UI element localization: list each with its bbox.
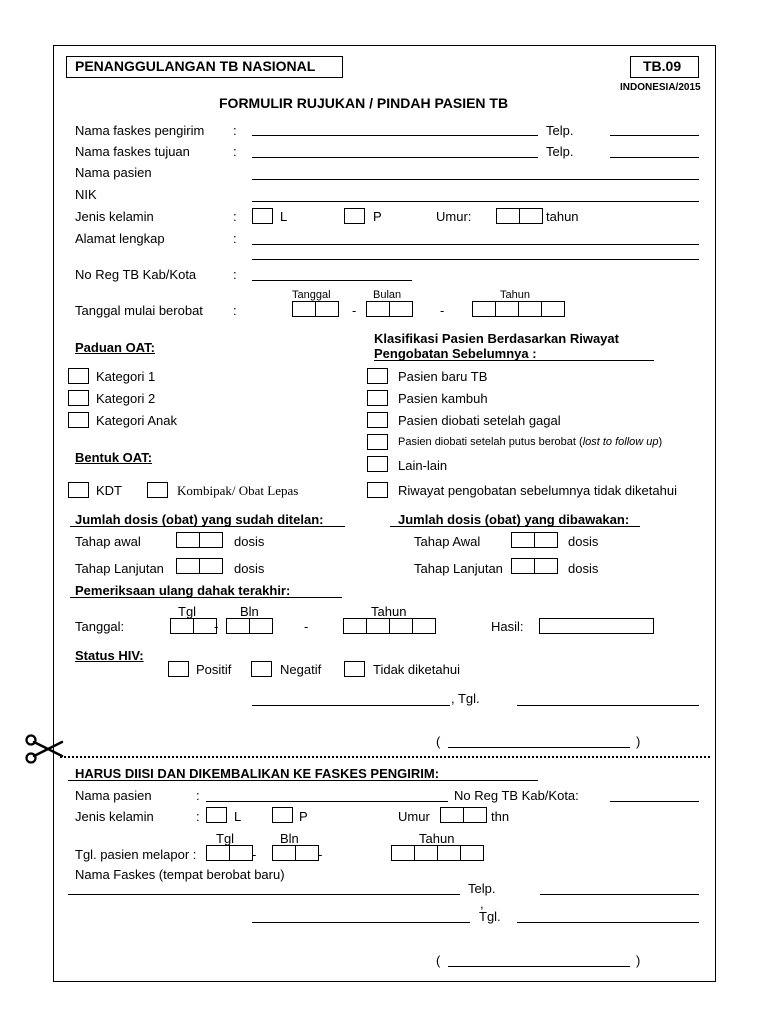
return-open-paren: (	[436, 953, 441, 968]
form-title: FORMULIR RUJUKAN / PINDAH PASIEN TB	[219, 95, 509, 111]
class-failure-checkbox[interactable]	[367, 412, 388, 428]
scissors-icon	[24, 734, 64, 764]
sputum-month-cells[interactable]	[226, 618, 272, 634]
colon: :	[233, 144, 237, 159]
kdt-label: KDT	[96, 483, 122, 498]
colon: :	[196, 788, 200, 803]
classification-heading-1: Klasifikasi Pasien Berdasarkan Riwayat	[374, 331, 619, 346]
return-regno-label: No Reg TB Kab/Kota:	[454, 788, 579, 803]
doses-brought-heading: Jumlah dosis (obat) yang dibawakan:	[398, 512, 630, 527]
date-separator: -	[352, 303, 357, 318]
sender-label: Nama faskes pengirim	[75, 123, 205, 138]
age-unit: tahun	[546, 209, 579, 224]
hiv-unknown-label: Tidak diketahui	[373, 662, 460, 677]
brought-cont-cells[interactable]	[511, 558, 557, 574]
class-relapse-checkbox[interactable]	[367, 390, 388, 406]
form-edition: INDONESIA/2015	[620, 82, 701, 93]
return-female-label: P	[299, 809, 308, 824]
return-male-label: L	[234, 809, 242, 824]
age-label: Umur:	[436, 209, 472, 224]
colon: :	[233, 209, 237, 224]
start-year-caption: Tahun	[500, 289, 530, 301]
date-separator: -	[214, 619, 219, 634]
kdt-checkbox[interactable]	[68, 482, 89, 498]
signature-date-label: , Tgl.	[451, 691, 480, 706]
class-new-checkbox[interactable]	[367, 368, 388, 384]
return-close-paren: )	[636, 953, 641, 968]
dose-unit: dosis	[568, 561, 599, 576]
gender-female-label: P	[373, 209, 382, 224]
return-heading-underline	[68, 780, 538, 781]
class-failure-label: Pasien diobati setelah gagal	[398, 413, 561, 428]
regimen-cat1-checkbox[interactable]	[68, 368, 89, 384]
return-place-input[interactable]	[252, 922, 470, 923]
class-other-label: Lain-lain	[398, 458, 448, 473]
return-age-unit: thn	[491, 809, 510, 824]
return-telp-label: Telp.	[468, 881, 496, 896]
colon: :	[233, 303, 237, 318]
dose-unit: dosis	[234, 561, 265, 576]
date-separator: -	[440, 303, 445, 318]
kombipak-checkbox[interactable]	[147, 482, 168, 498]
class-other-checkbox[interactable]	[367, 456, 388, 472]
return-patient-input[interactable]	[206, 801, 448, 802]
regimen-child-checkbox[interactable]	[68, 412, 89, 428]
doses-brought-underline	[390, 526, 640, 527]
sputum-year-cells[interactable]	[343, 618, 435, 634]
classification-underline	[374, 360, 654, 361]
class-ltfu-label: Pasien diobati setelah putus berobat (lost to follow up)	[398, 436, 663, 448]
regimen-cat2-label: Kategori 2	[96, 391, 156, 406]
signature-date-input[interactable]	[517, 705, 699, 706]
sputum-day-caption: Tgl	[178, 604, 197, 619]
signature-name-input[interactable]	[448, 747, 630, 748]
dose-unit: dosis	[234, 534, 265, 549]
swallowed-cont-cells[interactable]	[176, 558, 222, 574]
doses-swallowed-underline	[70, 526, 345, 527]
class-ltfu-checkbox[interactable]	[367, 434, 388, 450]
start-month-caption: Bulan	[373, 289, 402, 301]
return-comma: ,	[480, 896, 484, 911]
brought-early-label: Tahap Awal	[414, 534, 481, 549]
start-month-cells[interactable]	[366, 301, 412, 317]
start-day-caption: Tanggal	[292, 289, 331, 301]
return-regno-input[interactable]	[610, 801, 699, 802]
receiver-telp-label: Telp.	[546, 144, 574, 159]
oat-form-heading: Bentuk OAT:	[75, 450, 153, 465]
doses-swallowed-heading: Jumlah dosis (obat) yang sudah ditelan:	[75, 512, 324, 527]
sputum-result-input[interactable]	[539, 618, 654, 634]
return-age-label: Umur	[398, 809, 430, 824]
classification-heading-2: Pengobatan Sebelumnya :	[374, 346, 537, 361]
return-age-cells[interactable]	[440, 807, 486, 823]
colon: :	[233, 231, 237, 246]
dose-unit: dosis	[568, 534, 599, 549]
sputum-underline	[70, 597, 342, 598]
return-telp-input[interactable]	[540, 894, 699, 895]
hiv-negative-label: Negatif	[280, 662, 322, 677]
swallowed-early-label: Tahap awal	[75, 534, 141, 549]
regno-label: No Reg TB Kab/Kota	[75, 267, 197, 282]
start-day-cells[interactable]	[292, 301, 338, 317]
return-month-cells[interactable]	[272, 845, 318, 861]
return-day-cells[interactable]	[206, 845, 252, 861]
patient-name-input[interactable]	[252, 179, 699, 180]
program-title: PENANGGULANGAN TB NASIONAL	[75, 58, 316, 74]
gender-male-checkbox[interactable]	[252, 208, 273, 224]
colon: :	[196, 809, 200, 824]
receiver-telp-input[interactable]	[610, 157, 699, 158]
regimen-heading: Paduan OAT:	[75, 340, 155, 355]
hiv-unknown-checkbox[interactable]	[344, 661, 365, 677]
regimen-cat1-label: Kategori 1	[96, 369, 156, 384]
date-separator: -	[318, 847, 323, 862]
kombipak-label: Kombipak/ Obat Lepas	[177, 483, 299, 498]
hiv-positive-checkbox[interactable]	[168, 661, 189, 677]
return-heading: HARUS DIISI DAN DIKEMBALIKAN KE FASKES PENGIRIM:	[75, 766, 440, 781]
nik-label: NIK	[75, 187, 97, 202]
date-separator: -	[304, 619, 309, 634]
return-new-facility-label: Nama Faskes (tempat berobat baru)	[75, 867, 285, 882]
return-male-checkbox[interactable]	[206, 807, 227, 823]
cut-line	[60, 756, 710, 758]
sputum-result-label: Hasil:	[491, 619, 524, 634]
class-relapse-label: Pasien kambuh	[398, 391, 488, 406]
return-report-date-label: Tgl. pasien melapor :	[75, 847, 197, 862]
regimen-cat2-checkbox[interactable]	[68, 390, 89, 406]
place-input[interactable]	[252, 705, 450, 706]
signature-close-paren: )	[636, 734, 641, 749]
return-year-caption: Tahun	[419, 831, 455, 846]
gender-female-checkbox[interactable]	[344, 208, 365, 224]
class-unknown-checkbox[interactable]	[367, 482, 388, 498]
hiv-negative-checkbox[interactable]	[251, 661, 272, 677]
address-label: Alamat lengkap	[75, 231, 165, 246]
address-input-2[interactable]	[252, 259, 699, 260]
swallowed-cont-label: Tahap Lanjutan	[75, 561, 164, 576]
sputum-heading: Pemeriksaan ulang dahak terakhir:	[75, 583, 291, 598]
date-separator: -	[252, 847, 257, 862]
return-signature-input[interactable]	[448, 966, 630, 967]
regimen-child-label: Kategori Anak	[96, 413, 177, 428]
receiver-label: Nama faskes tujuan	[75, 144, 190, 159]
receiver-input[interactable]	[252, 157, 538, 158]
return-date-label: Tgl.	[479, 909, 501, 924]
hiv-heading: Status HIV:	[75, 648, 144, 663]
age-cells[interactable]	[496, 208, 542, 224]
address-input-1[interactable]	[252, 244, 699, 245]
patient-name-label: Nama pasien	[75, 165, 152, 180]
return-female-checkbox[interactable]	[272, 807, 293, 823]
return-day-caption: Tgl	[216, 831, 235, 846]
start-year-cells[interactable]	[472, 301, 564, 317]
return-new-facility-input[interactable]	[68, 894, 460, 895]
sender-telp-input[interactable]	[610, 135, 699, 136]
swallowed-early-cells[interactable]	[176, 532, 222, 548]
start-date-label: Tanggal mulai berobat	[75, 303, 203, 318]
sputum-day-cells[interactable]	[170, 618, 219, 634]
nik-input[interactable]	[252, 201, 699, 202]
class-new-label: Pasien baru TB	[398, 369, 488, 384]
class-unknown-label: Riwayat pengobatan sebelumnya tidak diketahui	[398, 483, 677, 498]
sender-telp-label: Telp.	[546, 123, 574, 138]
return-month-caption: Bln	[280, 831, 299, 846]
form-code: TB.09	[643, 58, 682, 74]
sputum-month-caption: Bln	[240, 604, 259, 619]
colon: :	[233, 267, 237, 282]
sputum-date-label: Tanggal:	[75, 619, 125, 634]
return-gender-label: Jenis kelamin	[75, 809, 154, 824]
brought-cont-label: Tahap Lanjutan	[414, 561, 503, 576]
return-year-cells[interactable]	[391, 845, 483, 861]
sender-input[interactable]	[252, 135, 538, 136]
colon: :	[233, 123, 237, 138]
brought-early-cells[interactable]	[511, 532, 557, 548]
sputum-year-caption: Tahun	[371, 604, 407, 619]
return-date-input[interactable]	[517, 922, 699, 923]
return-patient-label: Nama pasien	[75, 788, 152, 803]
gender-label: Jenis kelamin	[75, 209, 154, 224]
gender-male-label: L	[280, 209, 288, 224]
signature-open-paren: (	[436, 734, 441, 749]
regno-input[interactable]	[252, 280, 412, 281]
hiv-positive-label: Positif	[196, 662, 232, 677]
